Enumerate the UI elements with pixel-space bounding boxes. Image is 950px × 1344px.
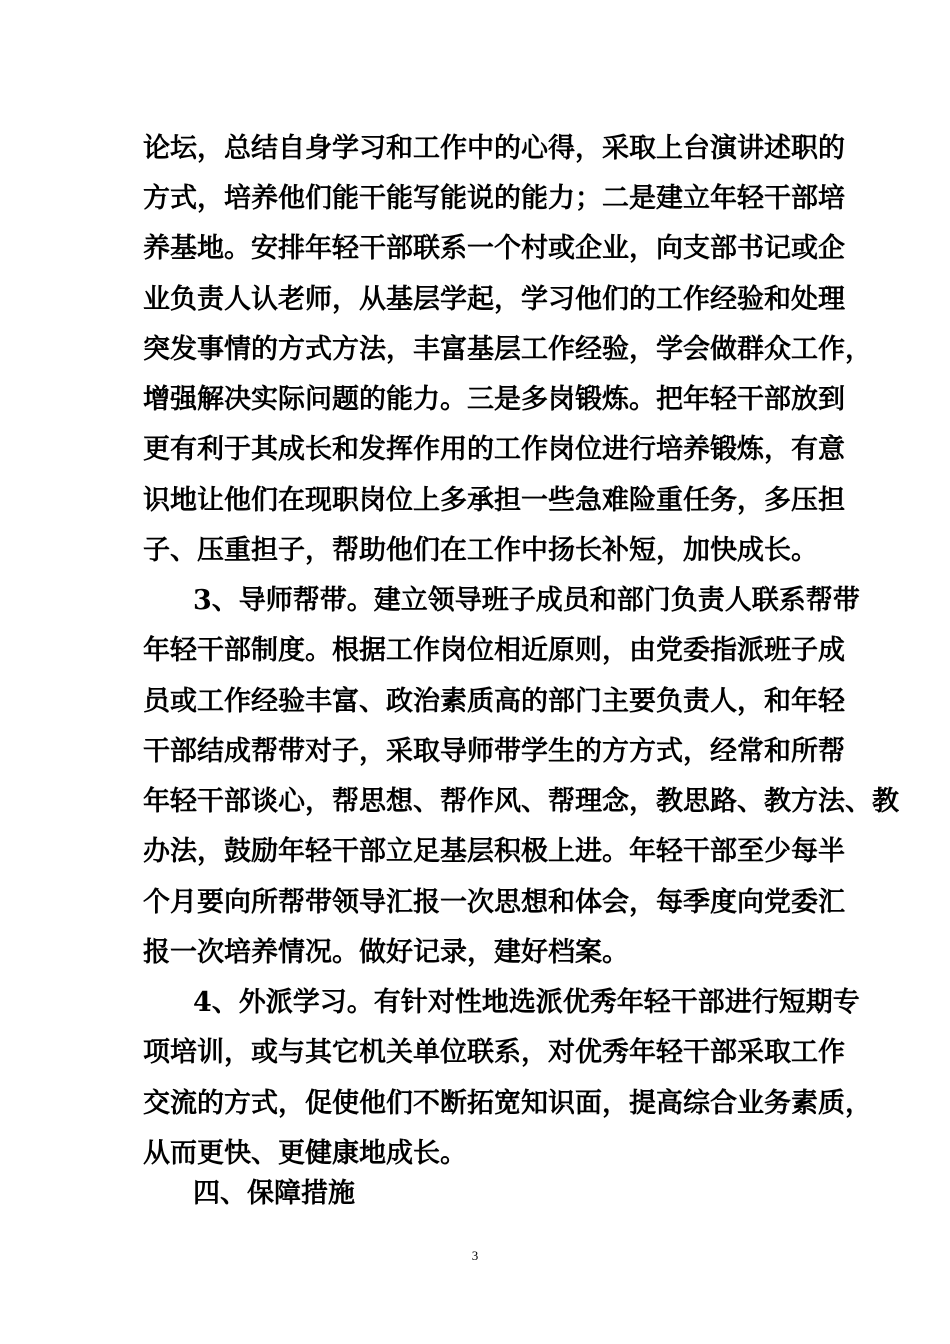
paragraph-first-line: 3、导师帮带。建立领导班子成员和部门负责人联系帮带 (193, 585, 860, 616)
section-heading: 四、保障措施 (193, 1178, 355, 1209)
text-line: 子、压重担子，帮助他们在工作中扬长补短，加快成长。 (143, 535, 818, 566)
text-line: 论坛，总结自身学习和工作中的心得，采取上台演讲述职的 (143, 133, 845, 164)
text-line: 年轻干部谈心，帮思想、帮作风、帮理念，教思路、教方法、教 (143, 786, 899, 817)
paragraph-first-line: 4、外派学习。有针对性地选派优秀年轻干部进行短期专 (193, 987, 860, 1018)
text-line: 养基地。安排年轻干部联系一个村或企业，向支部书记或企 (143, 233, 845, 264)
text-line: 年轻干部制度。根据工作岗位相近原则，由党委指派班子成 (143, 635, 845, 666)
text-line: 员或工作经验丰富、政治素质高的部门主要负责人，和年轻 (143, 686, 845, 717)
text-line: 识地让他们在现职岗位上多承担一些急难险重任务，多压担 (143, 485, 845, 516)
text-line: 个月要向所帮带领导汇报一次思想和体会，每季度向党委汇 (143, 887, 845, 918)
text-line: 突发事情的方式方法，丰富基层工作经验，学会做群众工作， (143, 334, 872, 365)
text-line: 项培训，或与其它机关单位联系，对优秀年轻干部采取工作 (143, 1037, 845, 1068)
text-line: 交流的方式，促使他们不断拓宽知识面，提高综合业务素质， (143, 1088, 872, 1119)
page-number: 3 (471, 1248, 479, 1263)
text-line: 业负责人认老师，从基层学起，学习他们的工作经验和处理 (143, 284, 845, 315)
text-line: 办法，鼓励年轻干部立足基层积极上进。年轻干部至少每半 (143, 836, 845, 867)
text-line: 增强解决实际问题的能力。三是多岗锻炼。把年轻干部放到 (143, 384, 845, 415)
text-line: 干部结成帮带对子，采取导师带学生的方方式，经常和所帮 (143, 736, 845, 767)
text-line: 报一次培养情况。做好记录，建好档案。 (143, 937, 629, 968)
text-line: 方式，培养他们能干能写能说的能力；二是建立年轻干部培 (143, 183, 845, 214)
text-line: 更有利于其成长和发挥作用的工作岗位进行培养锻炼，有意 (143, 434, 845, 465)
text-line: 从而更快、更健康地成长。 (143, 1138, 467, 1169)
